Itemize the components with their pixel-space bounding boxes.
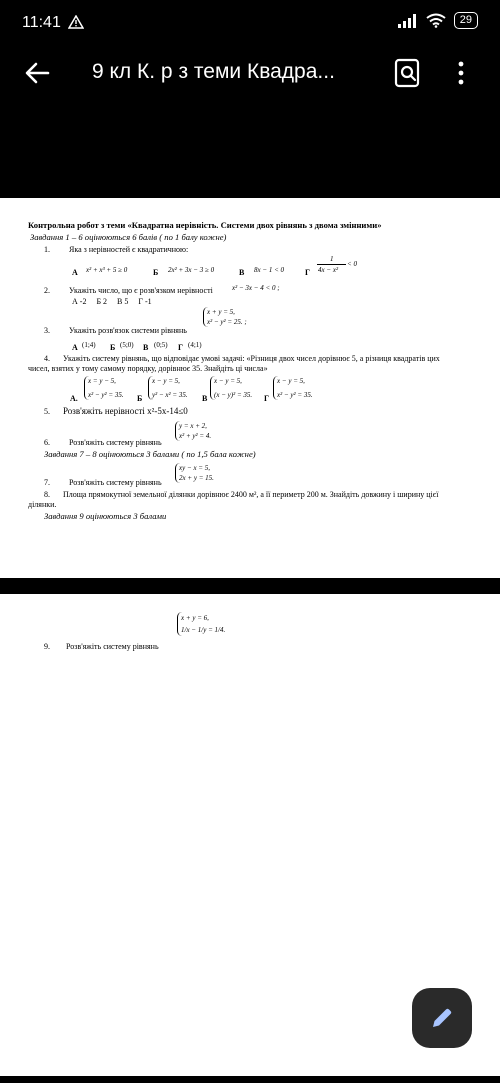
app-bar bbox=[0, 46, 500, 102]
q4-option-a: x = y − 5, x² − y² = 35. bbox=[84, 376, 124, 400]
q3-option-v: (0;5) bbox=[154, 341, 168, 349]
q3-option-g-label: Г bbox=[178, 343, 184, 352]
q1-option-v-label: В bbox=[239, 268, 245, 277]
q4-text-line-1: Укажіть систему рівнянь, що відповідає умові задачі: «Різниця двох чисел дорівнює 5, а різниця квадратів цих bbox=[63, 354, 440, 363]
q8-text-line-2: ділянки. bbox=[28, 500, 57, 509]
search-doc-icon[interactable] bbox=[394, 58, 422, 88]
document-page-1[interactable] bbox=[0, 198, 500, 578]
q4-option-v: x − y = 5, (x − y)² = 35. bbox=[210, 376, 252, 400]
q7-number: 7. bbox=[44, 478, 50, 487]
q5-text: Розв'яжіть нерівності x²-5x-14≤0 bbox=[63, 406, 188, 416]
q4-option-b: x − y = 5, y² − x² = 35. bbox=[148, 376, 188, 400]
q9-text: Розв'яжіть систему рівнянь bbox=[66, 642, 159, 651]
q3-option-b: (5;0) bbox=[120, 341, 134, 349]
q4-option-a-label: А. bbox=[70, 394, 78, 403]
battery-icon: 29 bbox=[454, 12, 478, 29]
q3-option-a-label: А bbox=[72, 343, 78, 352]
q1-option-g-label: Г bbox=[305, 268, 311, 277]
q1-option-v: 8x − 1 < 0 bbox=[254, 266, 285, 274]
wifi-icon bbox=[426, 13, 446, 28]
q1-option-a-label: А bbox=[72, 268, 78, 277]
doc-heading: Контрольна робот з теми «Квадратна нерівність. Системи двох рівнянь з двома змінними» bbox=[28, 220, 382, 230]
q1-option-b-label: Б bbox=[153, 268, 159, 277]
q1-option-g-tail: < 0 bbox=[347, 260, 357, 268]
document-title: 9 кл К. р з теми Квадра... bbox=[92, 60, 335, 83]
warning-icon bbox=[68, 15, 84, 29]
q9-number: 9. bbox=[44, 642, 50, 651]
q9-system: x + y = 6, 1/x − 1/y = 1/4. bbox=[177, 612, 225, 636]
q3-system: x + y = 5, x² − y² = 25. ; bbox=[203, 307, 247, 327]
status-time: 11:41 bbox=[22, 14, 61, 31]
section-3-title: Завдання 9 оцінюються 3 балами bbox=[44, 511, 167, 521]
q1-option-g-denominator: 4x − x² bbox=[318, 266, 339, 274]
signal-icon bbox=[398, 14, 418, 28]
q3-option-b-label: Б bbox=[110, 343, 116, 352]
q3-option-a: (1;4) bbox=[82, 341, 96, 349]
q4-option-g-label: Г bbox=[264, 394, 270, 403]
q3-option-v-label: В bbox=[143, 343, 149, 352]
edit-button[interactable] bbox=[412, 988, 472, 1048]
q4-text-line-2: чисел, взятих у тому самому порядку, дорівнює 35. Знайдіть ці числа» bbox=[28, 364, 268, 373]
q2-text: Укажіть число, що є розв'язком нерівності bbox=[69, 286, 213, 295]
q7-text: Розв'яжіть систему рівнянь bbox=[69, 478, 162, 487]
q3-text: Укажіть розв'язок системи рівнянь bbox=[69, 326, 187, 335]
q6-system: y = x + 2, x² + y² = 4. bbox=[175, 421, 211, 441]
pencil-icon bbox=[429, 1005, 455, 1031]
status-bar bbox=[0, 0, 500, 46]
q8-text-line-1: Площа прямокутної земельної ділянки дорівнює 2400 м², а її периметр 200 м. Знайдіть довжину і ширину цієї bbox=[63, 490, 439, 499]
q8-number: 8. bbox=[44, 490, 50, 499]
q2-options: А -2 Б 2 В 5 Г -1 bbox=[72, 297, 152, 306]
more-vert-icon[interactable] bbox=[456, 58, 466, 88]
q4-option-v-label: В bbox=[202, 394, 208, 403]
q2-number: 2. bbox=[44, 286, 50, 295]
section-2-title: Завдання 7 – 8 оцінюються 3 балами ( по 1,5 бала кожне) bbox=[44, 449, 256, 459]
back-arrow-icon[interactable] bbox=[22, 58, 52, 88]
q1-option-g-numerator: 1 bbox=[330, 255, 334, 263]
q6-number: 6. bbox=[44, 438, 50, 447]
q2-expression: x² − 3x − 4 < 0 ; bbox=[232, 284, 280, 292]
section-1-title: Завдання 1 – 6 оцінюються 6 балів ( по 1 балу кожне) bbox=[30, 232, 227, 242]
q4-option-g: x − y = 5, x² − y² = 35. bbox=[273, 376, 313, 400]
q5-number: 5. bbox=[44, 407, 50, 416]
q1-option-a: x² + x³ + 5 ≥ 0 bbox=[86, 266, 128, 274]
q3-option-g: (4;1) bbox=[188, 341, 202, 349]
q4-number: 4. bbox=[44, 354, 50, 363]
q1-number: 1. bbox=[44, 245, 50, 254]
fraction-bar bbox=[317, 264, 346, 265]
q1-option-b: 2x² + 3x − 3 ≥ 0 bbox=[168, 266, 215, 274]
q3-number: 3. bbox=[44, 326, 50, 335]
q4-option-b-label: Б bbox=[137, 394, 143, 403]
q6-text: Розв'яжіть систему рівнянь bbox=[69, 438, 162, 447]
q7-system: xy − x = 5, 2x + y = 15. bbox=[175, 463, 214, 483]
q1-text: Яка з нерівностей є квадратичною: bbox=[69, 245, 189, 254]
